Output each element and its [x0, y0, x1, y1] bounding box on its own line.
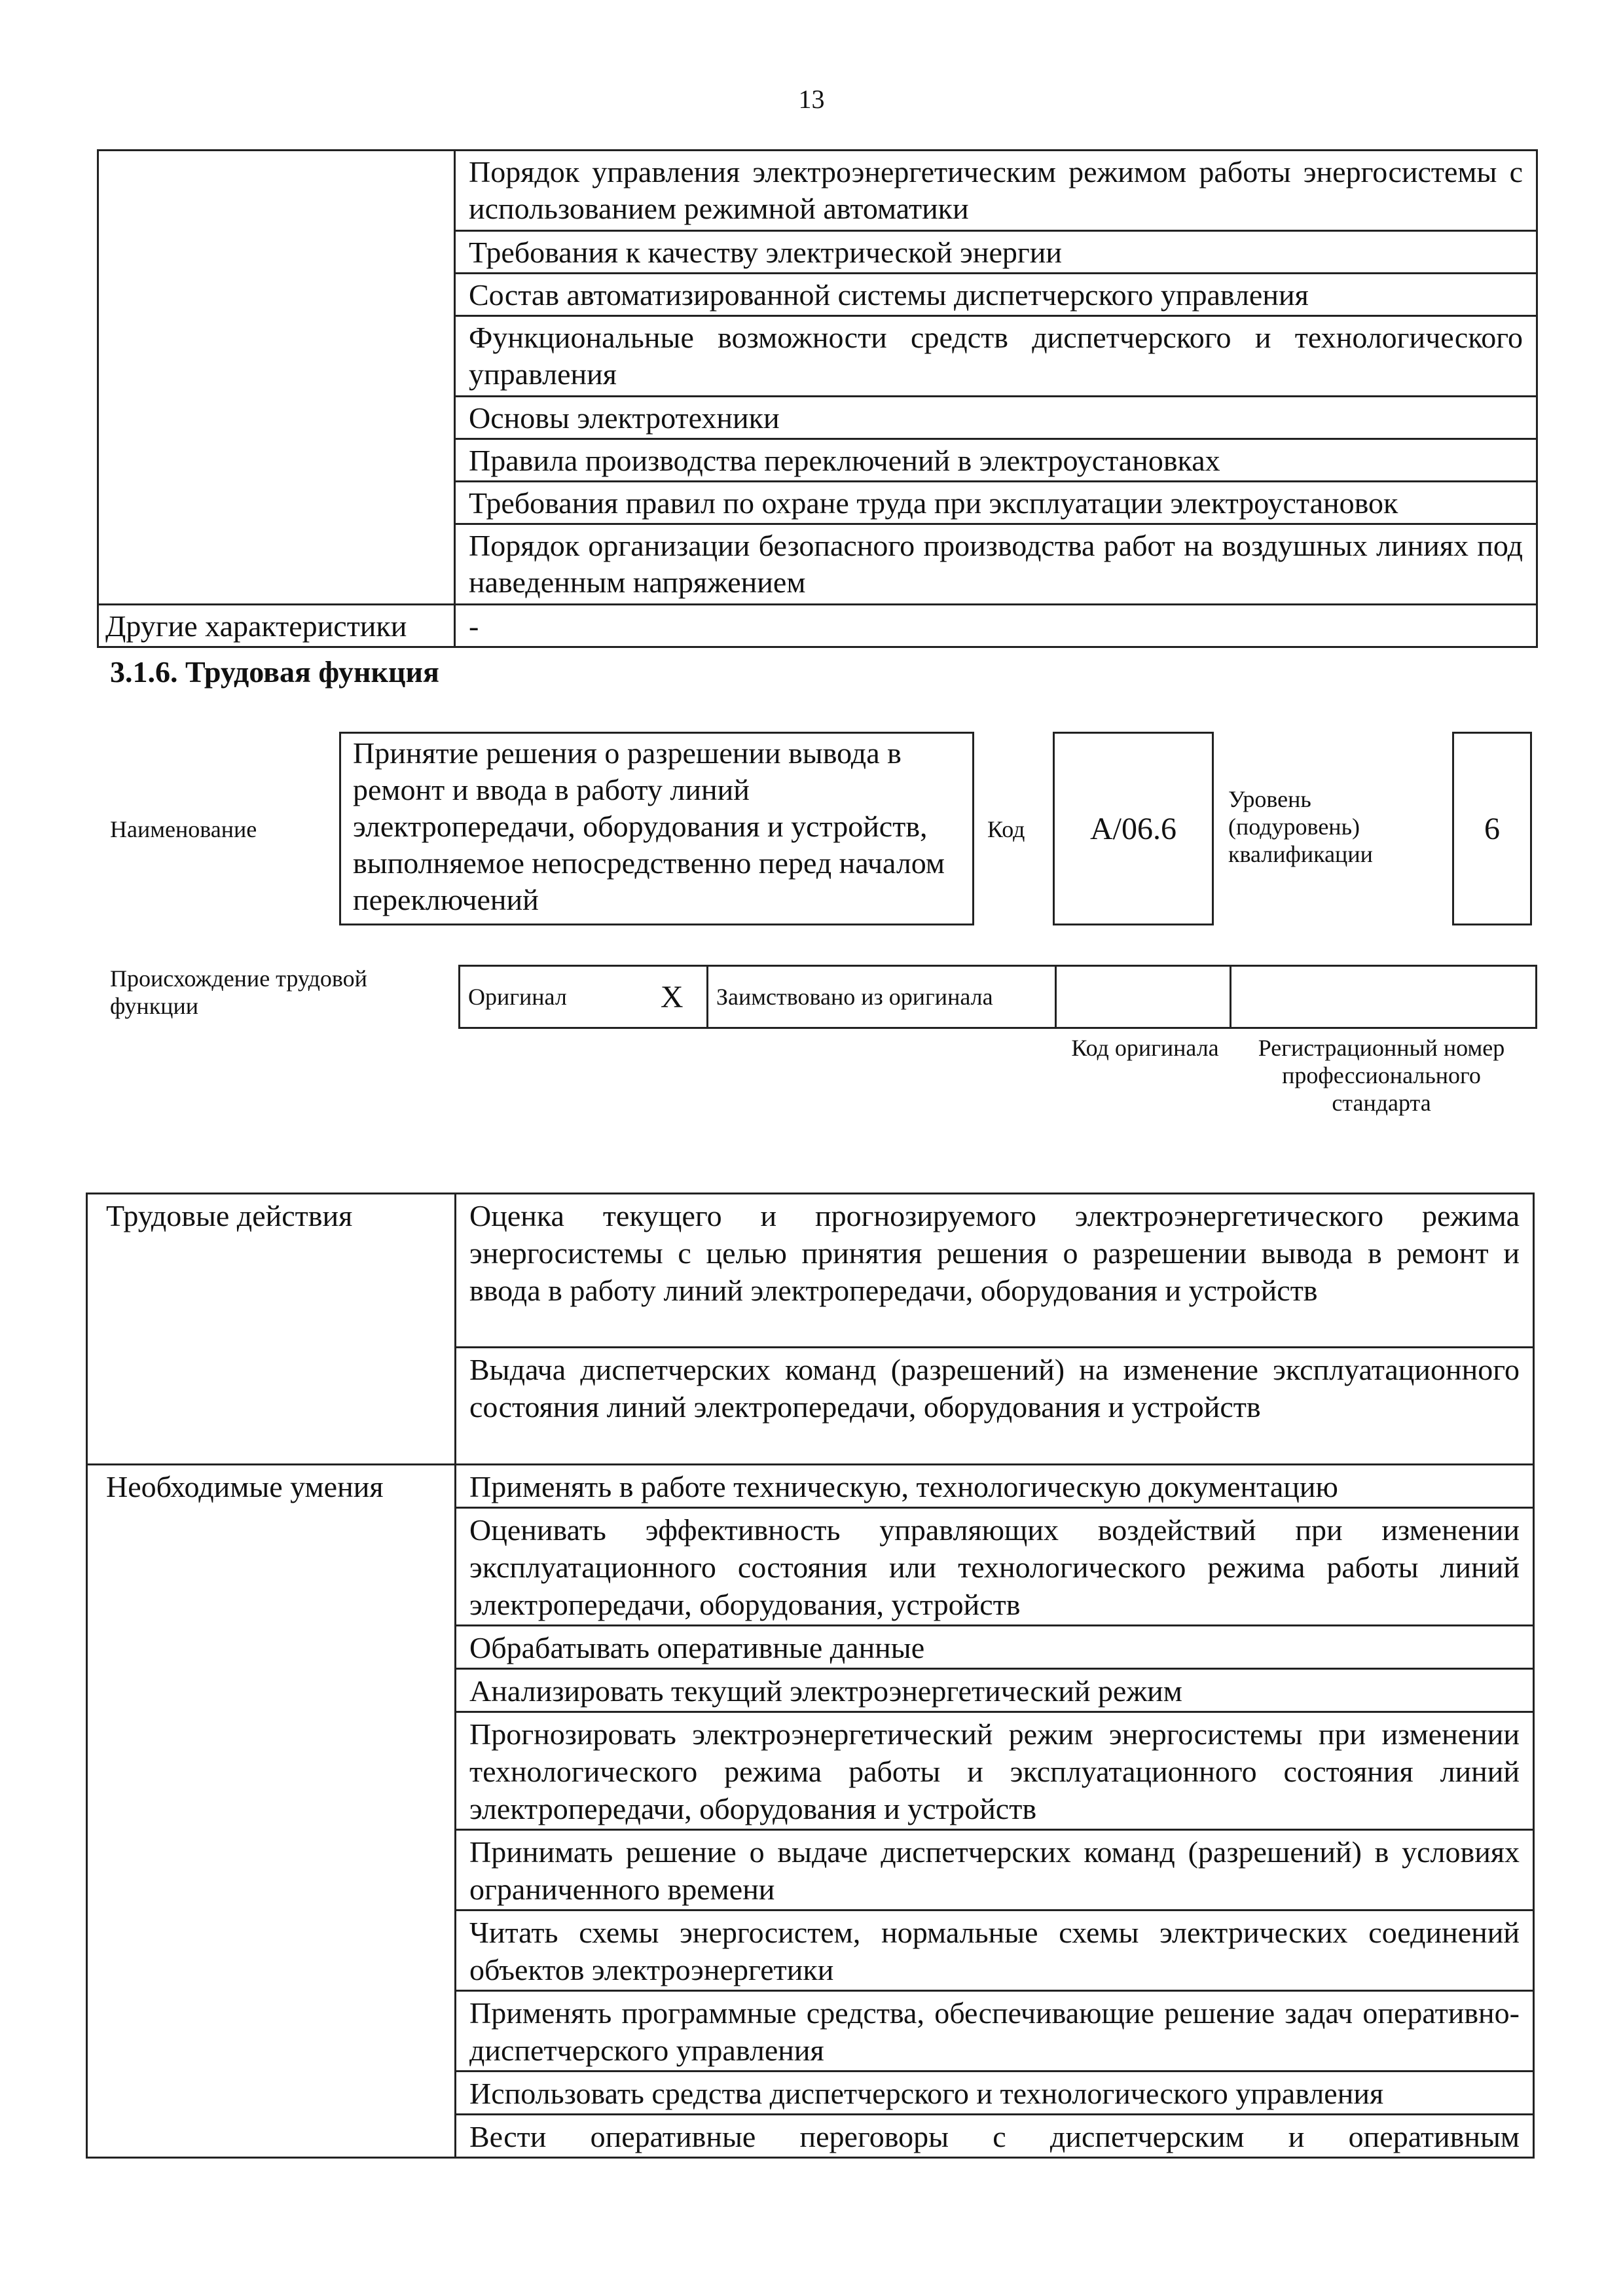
original-label: Оригинал: [460, 966, 638, 1028]
action-item: Выдача диспетчерских команд (разрешений) на изменение эксплуатационного состояния линий электропередачи, оборудования и устройств: [456, 1348, 1534, 1465]
code-value: A/06.6: [1090, 811, 1176, 846]
knowledge-item: Правила производства переключений в электроустановках: [455, 439, 1537, 482]
original-code-caption: Код оригинала: [1071, 1035, 1219, 1061]
section-heading: 3.1.6. Трудовая функция: [110, 655, 439, 689]
origin-table: [458, 965, 1537, 1029]
level-box: [1452, 732, 1532, 925]
skill-item: Вести оперативные переговоры с диспетчерским и оперативным: [456, 2115, 1534, 2158]
skill-item: Принимать решение о выдаче диспетчерских команд (разрешений) в условиях ограниченного времени: [456, 1830, 1534, 1910]
code-label: Код: [987, 816, 1025, 842]
level-label: Уровень (подуровень) квалификации: [1228, 786, 1373, 867]
skill-item: Обрабатывать оперативные данные: [456, 1626, 1534, 1669]
skill-item: Анализировать текущий электроэнергетический режим: [456, 1669, 1534, 1712]
knowledge-item: Порядок организации безопасного производства работ на воздушных линиях под наведенным напряжением: [455, 524, 1537, 605]
knowledge-item: Основы электротехники: [455, 397, 1537, 439]
registration-number-caption: Регистрационный номер профессионального стандарта: [1258, 1035, 1505, 1116]
knowledge-item: Требования к качеству электрической энергии: [455, 231, 1537, 274]
knowledge-item: Функциональные возможности средств диспетчерского и технологического управления: [455, 316, 1537, 397]
name-label: Наименование: [110, 816, 257, 842]
registration-number-cell: [1231, 966, 1537, 1028]
skill-item: Читать схемы энергосистем, нормальные схемы электрических соединений объектов электроэнергетики: [456, 1910, 1534, 1991]
original-code-cell: [1056, 966, 1231, 1028]
borrowed-label: Заимствовано из оригинала: [708, 966, 1056, 1028]
other-characteristics-value: -: [455, 605, 1537, 647]
skills-label: Необходимые умения: [87, 1465, 456, 2158]
knowledge-item: Требования правил по охране труда при эксплуатации электроустановок: [455, 482, 1537, 524]
skill-item: Применять программные средства, обеспечивающие решение задач оперативно-диспетчерского управления: [456, 1991, 1534, 2072]
action-item: Оценка текущего и прогнозируемого электроэнергетического режима энергосистемы с целью принятия решения о разрешении вывода в ремонт и ввода в работу линий электропередачи, оборудования и устройств: [456, 1194, 1534, 1348]
labor-function-table: [86, 1193, 1535, 2159]
code-box: [1053, 732, 1214, 925]
level-value: 6: [1484, 811, 1500, 846]
skill-item: Применять в работе техническую, технологическую документацию: [456, 1465, 1534, 1508]
origin-label: Происхождение трудовой функции: [110, 965, 367, 1019]
knowledge-item: Состав автоматизированной системы диспетчерского управления: [455, 274, 1537, 316]
other-characteristics-label: Другие характеристики: [98, 605, 455, 647]
knowledge-table: [97, 149, 1538, 648]
skill-item: Прогнозировать электроэнергетический режим энергосистемы при изменении технологического режима работы и эксплуатационного состояния линий электропередачи, оборудования и устройств: [456, 1712, 1534, 1830]
skill-item: Использовать средства диспетчерского и технологического управления: [456, 2072, 1534, 2115]
name-box: [339, 732, 974, 925]
original-mark: X: [638, 966, 708, 1028]
knowledge-label-cell: [98, 151, 455, 605]
page-number: 13: [798, 84, 825, 114]
knowledge-item: Порядок управления электроэнергетическим режимом работы энергосистемы с использованием режимной автоматики: [455, 151, 1537, 231]
actions-label: Трудовые действия: [87, 1194, 456, 1465]
function-name: Принятие решения о разрешении вывода в ремонт и ввода в работу линий электропередачи, оборудования и устройств, выполняемое непосредственно перед началом переключений: [353, 736, 945, 916]
skill-item: Оценивать эффективность управляющих воздействий при изменении эксплуатационного состояния или технологического режима работы линий электропередачи, оборудования, устройств: [456, 1508, 1534, 1626]
